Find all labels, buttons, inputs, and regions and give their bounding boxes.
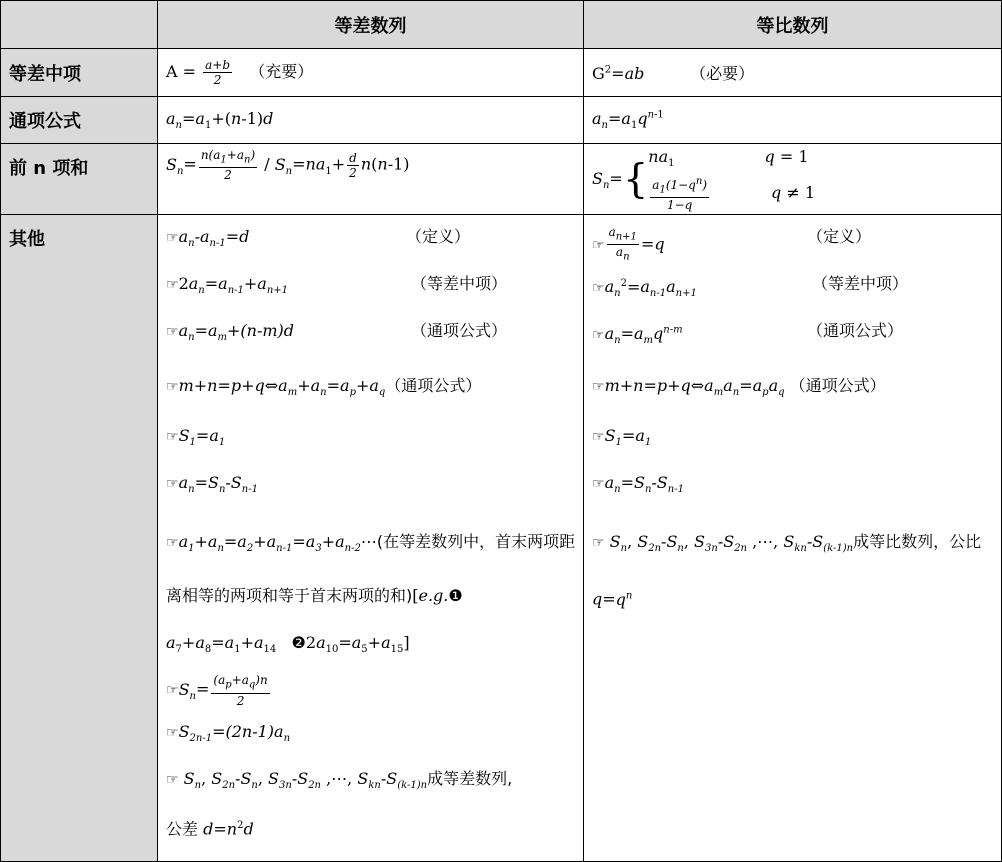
geo-general-cell: $a_n=a_1q^{n-1}$	[584, 97, 1002, 144]
geo-mid-cell: $G^2=ab$ （必要）	[584, 49, 1002, 97]
header-row	[1, 1, 1002, 49]
row-sum	[1, 144, 1002, 215]
hand-pointer-icon: ☞	[592, 237, 605, 254]
circled-two-icon: ❷	[291, 633, 306, 653]
circled-one-icon: ❶	[448, 586, 463, 606]
hand-pointer-icon: ☞	[166, 476, 179, 492]
ar-general-cell: $a_n=a_1+(n-1)d$	[158, 97, 584, 144]
hand-pointer-icon: ☞	[166, 535, 179, 551]
label-other: 其他	[1, 215, 158, 862]
label-general: 通项公式	[1, 97, 158, 144]
row-mid	[1, 49, 1002, 97]
hand-pointer-icon: ☞	[166, 683, 179, 700]
hand-pointer-icon: ☞	[592, 429, 605, 445]
label-mid: 等差中项	[1, 49, 158, 97]
hand-pointer-icon: ☞	[166, 277, 179, 293]
hand-pointer-icon: ☞	[592, 379, 605, 395]
geo-sum-cell: $S_n=${ $na_1$ q = 1 $\frac{a_1(1-q^n)}{1-q}$ q ≠ 1	[584, 144, 1002, 215]
ar-sum-cell: $S_n=$ $\frac{n(a_1+a_n)}{2}$ / $S_n=na_1+$ $\frac{d}{2}$ n(n-1)	[158, 144, 584, 215]
hand-pointer-icon: ☞	[592, 280, 605, 297]
hand-pointer-icon: ☞	[592, 535, 605, 551]
header-arithmetic: 等差数列	[158, 1, 584, 49]
hand-pointer-icon: ☞	[166, 230, 179, 246]
label-sum: 前 n 项和	[1, 144, 158, 215]
ar-other-cell: $☞a_n-a_{n-1}=d$ （定义） $☞2a_n=a_{n-1}+a_{n+1}$ （等差中项） $☞a_n=a_m+(n-m)d$ （通项公式） $☞m+n=p+q\Leftrightarrow a_m+a_n=a_p+a_q$（通项公式） $☞S_1=a_1$ $☞a_n=S_n-S_{n-1}$ $☞a_1+a_n=a_2+a_{n-1}=a_3+a_{n-2}\cdots$(在等差数列中，首末两项距离相等的两项和等于首末两项的和)[e.g.❶ $a_7+a_8=a_1+a_{14}$ $❷2a_{10}=a_5+a_{15}$] $☞S_n=$ $\frac{(a_p+a_q)n}{2}$ $☞S_{2n-1}=(2n-1)a_n$ ☞ $S_n$, $S_{2n}-S_n$, $S_{3n}-S_{2n}$ ,⋯, $S_{kn}-S_{(k-1)n}$成等差数列, 公差 $d=n^2d$	[158, 215, 584, 862]
row-general	[1, 97, 1002, 144]
row-other	[1, 215, 1002, 862]
hand-pointer-icon: ☞	[166, 324, 179, 340]
geo-other-cell: ☞ $\frac{a_{n+1}}{a_n}$ =q （定义） $☞a_n^2=a_{n-1}a_{n+1}$ （等差中项） $☞a_n=a_mq^{n-m}$ （通项公式） $☞m+n=p+q\Leftrightarrow a_ma_n=a_pa_q$ （通项公式） $☞S_1=a_1$ $☞a_n=S_n-S_{n-1}$ ☞ $S_n$, $S_{2n}-S_n$, $S_{3n}-S_{2n}$ ,⋯, $S_{kn}-S_{(k-1)n}$成等比数列，公比 $q=q^n$	[584, 215, 1002, 862]
fraction: $\frac{a+b}{2}$	[205, 58, 231, 87]
header-geometric: 等比数列	[584, 1, 1002, 49]
hand-pointer-icon: ☞	[592, 476, 605, 492]
hand-pointer-icon: ☞	[592, 327, 605, 344]
hand-pointer-icon: ☞	[166, 725, 179, 742]
hand-pointer-icon: ☞	[166, 379, 179, 395]
corner-cell	[1, 1, 158, 49]
hand-pointer-icon: ☞	[166, 429, 179, 445]
hand-pointer-icon: ☞	[166, 772, 179, 789]
ar-mid-cell: A = $\frac{a+b}{2}$ （充要）	[158, 49, 584, 97]
